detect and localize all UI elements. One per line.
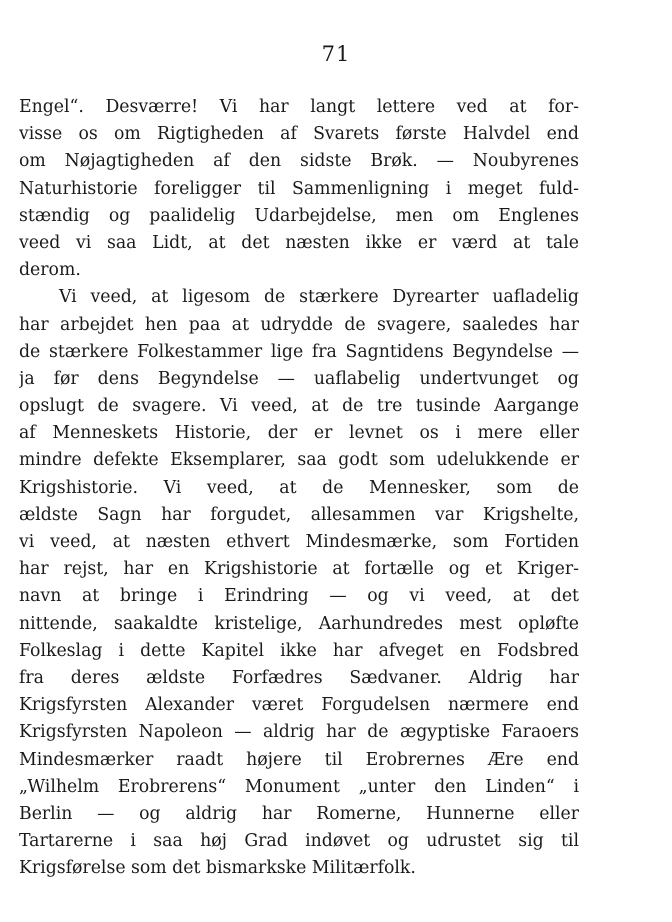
text-line: mindre defekte Eksemplarer, saa godt som udelukkende er (19, 450, 579, 471)
text-line: har arbejdet hen paa at udrydde de svagere, saaledes har (19, 314, 579, 335)
text-line: ældste Sagn har forgudet, allesammen var Krigshelte, (19, 504, 579, 525)
text-line: veed vi saa Lidt, at det næsten ikke er værd at tale (19, 232, 579, 253)
text-line: Engel“. Desværre! Vi har langt lettere ved at for- (19, 97, 579, 117)
text-line: Vi veed, at ligesom de stærkere Dyrearter uafladelig (59, 287, 579, 308)
text-line: har rejst, har en Krigshistorie at fortælle og et Kriger- (19, 559, 579, 580)
body-text (19, 94, 579, 882)
text-line: vi veed, at næsten ethvert Mindesmærke, som Fortiden (19, 532, 579, 552)
text-line: opslugt de svagere. Vi veed, at de tre tusinde Aargange (19, 396, 579, 417)
page-number: 71 (321, 42, 351, 66)
text-line: Krigsfyrsten Alexander været Forgudelsen nærmere end (19, 695, 579, 716)
text-line: Naturhistorie foreligger til Sammenligning i meget fuld- (19, 178, 579, 199)
text-line: af Menneskets Historie, der er levnet os i mere eller (19, 423, 579, 444)
paragraph-1 (19, 94, 579, 284)
text-line: Krigsfyrsten Napoleon — aldrig har de ægyptiske Faraoers (19, 722, 579, 743)
text-line: Berlin — og aldrig har Romerne, Hunnerne eller (19, 803, 579, 824)
paragraph-2 (19, 284, 579, 882)
text-line: nittende, saakaldte kristelige, Aarhundredes mest opløfte (19, 613, 579, 634)
text-line: Krigsførelse som det bismarkske Militærfolk. (19, 858, 416, 879)
text-line: Folkeslag i dette Kapitel ikke har afveget en Fodsbred (19, 640, 579, 661)
text-line: fra deres ældste Forfædres Sædvaner. Aldrig har (19, 667, 579, 688)
text-line: navn at bringe i Erindring — og vi veed, at det (19, 586, 579, 607)
text-line: Tartarerne i saa høj Grad indøvet og udrustet sig til (19, 831, 579, 852)
text-line: ja før dens Begyndelse — uaflabelig undertvunget og (19, 368, 579, 389)
text-line: „Wilhelm Erobrerens“ Monument „unter den Linden“ i (19, 776, 579, 797)
text-line: om Nøjagtigheden af den sidste Brøk. — Noubyrenes (19, 151, 579, 172)
text-line: stændig og paalidelig Udarbejdelse, men om Englenes (19, 205, 579, 226)
text-line: Krigshistorie. Vi veed, at de Mennesker, som de (19, 477, 579, 498)
text-line: visse os om Rigtigheden af Svarets første Halvdel end (19, 124, 579, 145)
text-line: de stærkere Folkestammer lige fra Sagntidens Begyndelse — (19, 341, 579, 362)
text-line: Mindesmærker raadt højere til Erobrernes Ære end (19, 749, 579, 770)
text-line: derom. (19, 260, 81, 281)
